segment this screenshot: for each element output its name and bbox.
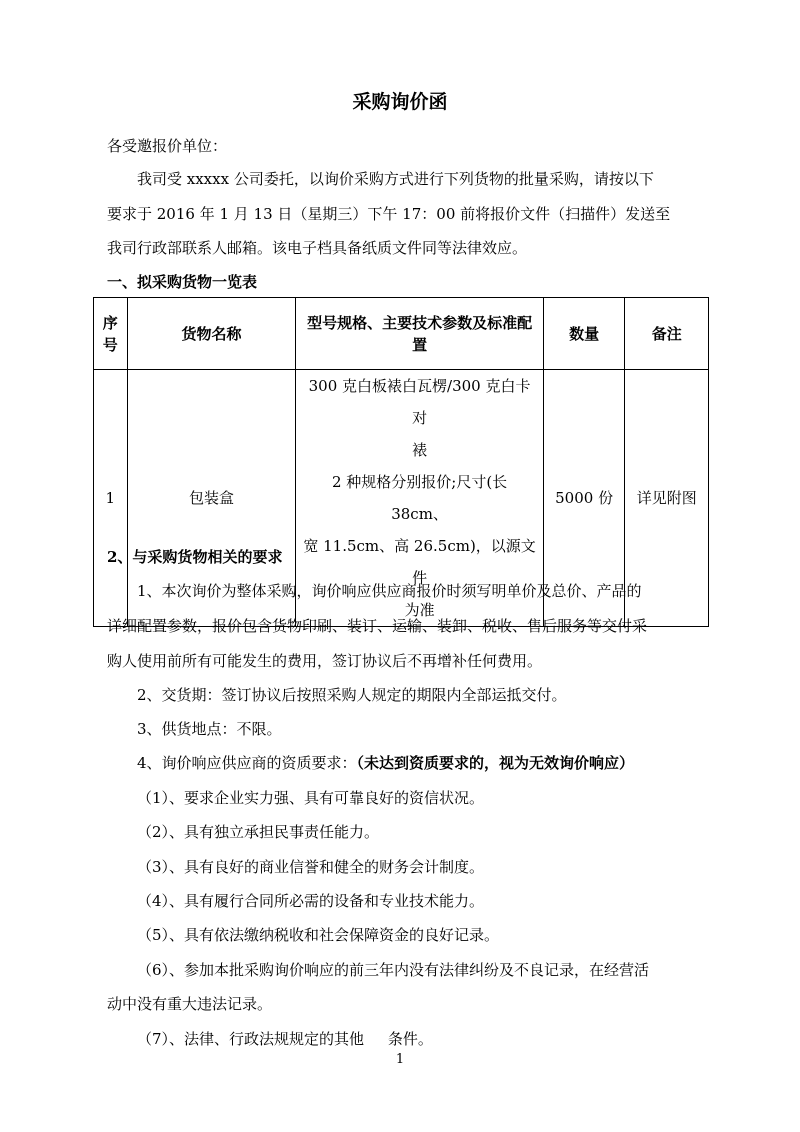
section-heading-requirements: 2、与采购货物相关的要求 (107, 548, 283, 566)
req1-line-2: 详细配置参数，报价包含货物印刷、装订、运输、装卸、税收、售后服务等交付采 (107, 617, 648, 635)
qual-item-6-line-2: 动中没有重大违法记录。 (107, 995, 273, 1013)
qual-item-2: （2）、具有独立承担民事责任能力。 (137, 823, 380, 841)
header-spec: 型号规格、主要技术参数及标准配 置 (296, 298, 543, 370)
req1-line-3: 购人使用前所有可能发生的费用，签订协议后不再增补任何费用。 (107, 652, 543, 670)
cell-goods-name: 包装盒 (127, 370, 296, 627)
req1-line-1: 1、本次询价为整体采购，询价响应供应商报价时须写明单价及总价、产品的 (137, 582, 642, 600)
header-seq: 序 号 (94, 298, 128, 370)
page-number: 1 (395, 1052, 405, 1067)
header-goods-name: 货物名称 (127, 298, 296, 370)
cell-remark: 详见附图 (625, 370, 709, 627)
intro-line-3: 我司行政部联系人邮箱。该电子档具备纸质文件同等法律效应。 (107, 239, 528, 257)
cell-seq: 1 (94, 370, 128, 627)
table-header-row (94, 298, 709, 370)
goods-table (93, 297, 709, 627)
qual-item-6-line-1: （6）、参加本批采购询价响应的前三年内没有法律纠纷及不良记录，在经营活 (137, 961, 650, 979)
req3-location: 3、供货地点：不限。 (137, 720, 282, 738)
req4-lead: 4、询价响应供应商的资质要求： (137, 754, 357, 772)
salutation: 各受邀报价单位： (107, 137, 228, 155)
header-quantity: 数量 (543, 298, 625, 370)
section-heading-goods-list: 一、拟采购货物一览表 (107, 273, 258, 291)
cell-quantity: 5000 份 (543, 370, 625, 627)
intro-line-2: 要求于 2016 年 1 月 13 日（星期三）下午 17：00 前将报价文件（扫描件）发送至 (107, 205, 671, 223)
cell-spec: 300 克白板裱白瓦楞/300 克白卡对 裱 2 种规格分别报价;尺寸(长 38cm、 宽 11.5cm、高 26.5cm)，以源文件 为准 (296, 370, 543, 627)
qual-item-7: （7）、法律、行政法规规定的其他 条件。 (137, 1030, 433, 1048)
req4-bold-note: （未达到资质要求的，视为无效询价响应） (356, 754, 635, 772)
req4-qualifications (137, 753, 634, 773)
req2-delivery: 2、交货期：签订协议后按照采购人规定的期限内全部运抵交付。 (137, 686, 567, 704)
qual-item-5: （5）、具有依法缴纳税收和社会保障资金的良好记录。 (137, 926, 500, 944)
qual-item-1: （1）、要求企业实力强、具有可靠良好的资信状况。 (137, 789, 485, 807)
header-remark: 备注 (625, 298, 709, 370)
qual-item-3: （3）、具有良好的商业信誉和健全的财务会计制度。 (137, 858, 485, 876)
document-title: 采购询价函 (352, 91, 448, 113)
intro-line-1: 我司受 xxxxx 公司委托，以询价采购方式进行下列货物的批量采购，请按以下 (137, 170, 654, 188)
qual-item-4: （4）、具有履行合同所必需的设备和专业技术能力。 (137, 892, 485, 910)
